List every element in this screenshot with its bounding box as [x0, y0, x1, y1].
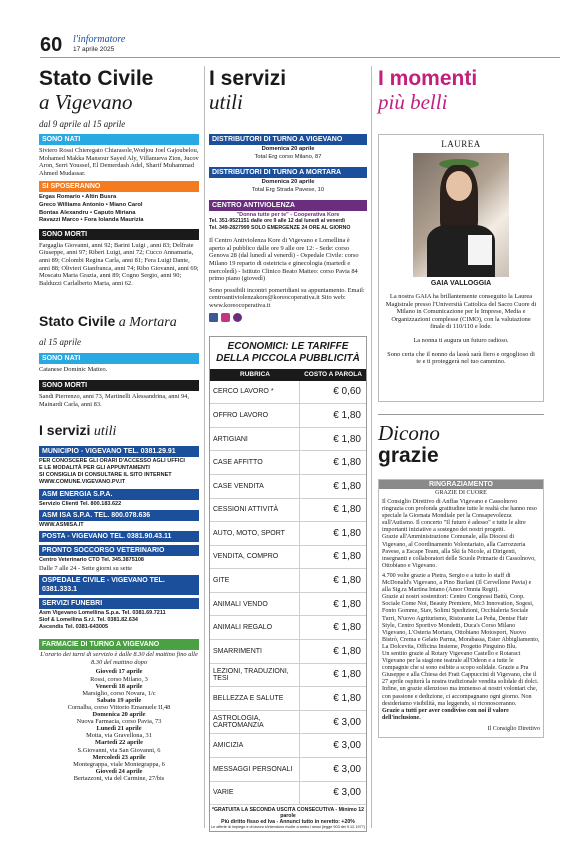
- tariffa-row: [210, 428, 366, 452]
- funebri-text: Asm Vigevano Lomellina S.p.a. Tel. 0381.69.7211 Siof & Lomellina S.r.l. Tel. 0381.82.634 Ascendis Tel. 0381-643005: [39, 610, 166, 631]
- farmacia-address: Rossi, corso Milano, 3: [90, 675, 148, 683]
- farmacia-day: Domenica 20 aprile: [92, 711, 146, 719]
- farmacie-header: FARMACIE DI TURNO A VIGEVANO: [39, 639, 199, 650]
- mortara-title: Stato Civile a Mortara: [39, 313, 177, 331]
- antiviolenza-sub: "Donna tutte per te" - Cooperativa Kore: [236, 212, 340, 219]
- ringraziamento-box: [378, 479, 544, 738]
- column-divider: [371, 66, 372, 828]
- tariffe-rows: [210, 381, 366, 806]
- farmacia-address: S.Giovanni, via San Giovanni, 6: [77, 746, 161, 754]
- farmacia-entry: [39, 739, 199, 753]
- distributori-mortara-text: Domenica 20 aprile Total Erg Strada Pavese, 10: [251, 179, 325, 193]
- municipio-header: MUNICIPIO - VIGEVANO TEL. 0381.29.91: [39, 446, 199, 457]
- tariffa-price: € 1,80: [333, 504, 361, 516]
- farmacia-day: Lunedì 21 aprile: [96, 725, 142, 733]
- farmacia-address: Bertazzoni, via del Carmine, 27/bis: [73, 774, 165, 782]
- laurea-text-2: La nonna ti augura un futuro radioso.: [413, 336, 509, 344]
- tariffe-box: [209, 336, 367, 833]
- distributori-vigevano-text: Domenica 20 aprile Total Erg corso Milano, 87: [254, 146, 322, 160]
- farmacia-entry: [39, 725, 199, 739]
- tariffa-category: CASE VENDITA: [210, 475, 300, 498]
- ringraziamento-body: Il Consiglio Direttivo di Anffas Vigevano e Cassolnovo ringrazia con profonda gratitudine tutte le realtà che hanno reso speciale la Giornata Mondiale per la Consapevolezza sull'Autismo. Il concerto "Il futuro è adesso" e tutte le altre importanti iniziative a sostegno dei nostri progetti. Grazie all'Amministrazione Comunale, alla Diocesi di Vigevano, al Coordinamento Volontariato, alla Carrozzeria Pavese, a Escape Team, alla Ski fa Nicole, ai Dirigenti, insegnanti e collaboratori delle Scuole Primarie di Cassolnovo, Ottobiano e Vigevano. 4.700 volte grazie a Pietra, Sergio e a tutto lo staff di McDonald's Vigevano, a Pino Burlani (Il Cervellone Pavia) e alla Sig.ra Martina Intano (Amor Omnia Regit). Grazie ai nostri sostenitori: Centro Congressi Battù, Coop. Sociale Come Noi, Beauty Premiere, Mc3 Innovation, Sogesi, Fonto Gomme, Siav, Solimi Spedizioni, Occhialeria Sociale Turri, N'uovo Agriturismo, Ristorante La Peña, Denise Hair Style, Centro Sportivo Mondetti, Duca's Corso Milano Vigevano, L'Osteria Mortara, Ottobiano Motosport, Nuovo Bistrò, Crema e Gelato Parma, Morabassa, Ester Abbigliamento, La Dolcevita, Officina Insieme, Progetto Pinguino Blu. Un sentito grazie al Rotary Vigevano Castello e Rotaract Vigevano per la stagione teatrale all'Odeon e a tutte le compagnie che si sono esibite a scopo solidale. Grazie a Pra Giuseppe e alla Chiesa dei Frati Cappuccini di Vigevano, che il 27 aprile ospiterà la nostra tradizionale vendita solidale di dolci. Infine, un grazie silenzioso ma immenso ai nostri volontari che, con passione e dedizione, ci accompagnano ogni giorno. Non desideriamo visibilità, ma leggendo, si riconosceranno. Grazie a tutti per aver condiviso con noi il valore dell'inclusione. Il Consiglio Direttivo: [382, 499, 540, 732]
- farmacia-entry: [39, 697, 199, 711]
- servizi-title: I servizi utili: [39, 422, 117, 440]
- ospedale-header: OSPEDALE CIVILE - VIGEVANO TEL. 0381.333.1: [39, 575, 199, 595]
- farmacia-address: Motta, via Gravellona, 31: [86, 732, 152, 740]
- tariffa-row: [210, 782, 366, 806]
- tariffa-row: [210, 616, 366, 640]
- distributori-mortara-header: DISTRIBUTORI DI TURNO A MORTARA: [209, 167, 367, 178]
- photo-caption: GAIA VALLOGGIA: [430, 280, 492, 287]
- farmacia-day: Venerdì 18 aprile: [95, 682, 143, 690]
- column-servizi: [209, 68, 367, 832]
- tariffa-category: VENDITA, COMPRO: [210, 546, 300, 569]
- sono-nati-header: SONO NATI: [39, 134, 199, 145]
- tariffa-category: ANIMALI REGALO: [210, 616, 300, 639]
- laurea-box: [378, 134, 544, 402]
- graduate-photo: [413, 153, 509, 277]
- tariffa-category: CASE AFFITTO: [210, 451, 300, 474]
- sono-morti-text: Fargaglia Giovanni, anni 92; Barini Luigi , anni 83; Delfrate Giuseppe, anni 97; Riberi Luigi, anni 72; Cucco Annamaria, anni 89; Colombi Regina Carla, anni 81; Fera Luigi Dante, anni 88; Olivieri Gianfranca, anni 74; Ribo Giovanni, anni 69; Moscatu Maria Grazia, anni 89; Cogno Sergio, anni 90; Balduzzi Carlalberto Maria, anni 62.: [39, 241, 199, 287]
- antiviolenza-body: Il Centro Antiviolenza Kore di Vigevano e Lomellina è aperto al pubblico dalle ore 9 alle ore 12: - Sede: corso Genova 28 (dal lunedì al venerdì) - Ospedale Civile: corso Milano 19 reparto di ostetricia e ginecologia (martedì e mercoledì) - Istituto Clinico Beato Matteo: corso Pavia 84 primo piano (giovedì): [209, 237, 359, 283]
- tariffa-row: [210, 569, 366, 593]
- tariffe-note-2: Più diritto fisso ed Iva - Annunci tutto in neretto: +20%: [221, 819, 355, 826]
- tariffe-note-3: Le offerte di impiego e di lavoro s'intendono rivolte a ambo i sessi (legge 903 del 9.12.1977): [210, 825, 366, 830]
- tariffa-category: ARTIGIANI: [210, 428, 300, 451]
- section-subtitle: utili: [209, 90, 243, 114]
- pronto-soccorso-text: Centro Veterinario CTO Tel. 345.3875108 Dalle 7 alle 24 - Sette giorni su sette: [39, 557, 144, 572]
- sposeranno-list: Ergas Romario • Altin Busra Greco Williams Antonio • Miano Carol Bontas Alexandru • Caputo Miriana Ravazzi Marco • Fora Iolanda Maurizia: [39, 194, 144, 224]
- farmacia-day: Martedì 22 aprile: [95, 739, 143, 747]
- diploma-shape: [468, 235, 492, 265]
- dicono-title: Dicono: [378, 421, 440, 445]
- tariffa-price: € 1,80: [333, 527, 361, 539]
- tariffa-row: [210, 475, 366, 499]
- farmacie-intro: L'orario dei turni di servizio è dalle 8.30 del mattino fino alle 8.30 del mattino dopo: [40, 651, 198, 666]
- asm-energia-header: ASM ENERGIA S.P.A.: [39, 489, 199, 500]
- tariffa-price: € 1,80: [333, 409, 361, 421]
- tariffa-row: [210, 664, 366, 688]
- tariffa-row: [210, 499, 366, 523]
- farmacia-day: Giovedì 17 aprile: [95, 668, 143, 676]
- antiviolenza-header: CENTRO ANTIVIOLENZA: [209, 200, 367, 211]
- tariffa-category: LEZIONI, TRADUZIONI, TESI: [210, 664, 300, 687]
- farmacia-entry: [39, 683, 199, 697]
- farmacia-day: Giovedì 24 aprile: [95, 767, 143, 775]
- tariffe-title: ECONOMICI: LE TARIFFE DELLA PICCOLA PUBBLICITÀ: [216, 340, 360, 364]
- sposeranno-header: SI SPOSERANNO: [39, 181, 199, 192]
- column-divider: [204, 66, 205, 828]
- column-stato-civile: [39, 68, 199, 782]
- tariffa-price: € 1,80: [333, 480, 361, 492]
- dicono-divider: [378, 414, 544, 415]
- tariffa-category: MESSAGGI PERSONALI: [210, 758, 300, 781]
- sono-morti-header: SONO MORTI: [39, 229, 199, 240]
- sono-nati-text: Siviero Rossi Chieregato Chiarasole,Wodjou Joel Gajoubelou, Mohamed Makka Mansour Sayed Aly, Villanueva Zion, Jucov Aron, Serri Youssef, El Demerdash Adel, Sharif Muhammad Ahmed Mudassar.: [39, 147, 199, 177]
- mortara-morti-header: SONO MORTI: [39, 380, 199, 391]
- web-icon[interactable]: [233, 313, 242, 322]
- tariffa-price: € 1,80: [333, 598, 361, 610]
- laurea-label: LAUREA: [441, 139, 481, 149]
- tariffa-category: OFFRO LAVORO: [210, 404, 300, 427]
- tariffa-category: GITE: [210, 569, 300, 592]
- tariffa-row: [210, 640, 366, 664]
- farmacia-entry: [39, 768, 199, 782]
- page-number: 60: [40, 34, 63, 56]
- tariffa-price: € 3,00: [333, 740, 361, 752]
- farmacia-entry: [39, 754, 199, 768]
- tariffa-category: ASTROLOGIA, CARTOMANZIA: [210, 711, 300, 734]
- funebri-header: SERVIZI FUNEBRI: [39, 598, 199, 609]
- social-icons: [209, 313, 367, 322]
- tariffa-category: CERCO LAVORO *: [210, 381, 300, 404]
- laurea-text-3: Sono certa che il nonno da lassù sarà fiero e orgoglioso di te e ti proteggerà nel tuo cammino.: [387, 350, 535, 366]
- farmacie-list: [39, 668, 199, 782]
- tariffa-row: [210, 711, 366, 735]
- pronto-soccorso-header: PRONTO SOCCORSO VETERINARIO: [39, 545, 199, 556]
- facebook-icon[interactable]: [209, 313, 218, 322]
- tariffa-row: [210, 593, 366, 617]
- issue-date: 17 aprile 2025: [73, 46, 115, 53]
- tariffe-header: RUBRICA COSTO A PAROLA: [210, 369, 366, 381]
- tariffa-category: ANIMALI VENDO: [210, 593, 300, 616]
- antiviolenza-phones: Tel. 351-9521151 dalle ore 9 alle 12 dal lunedì al venerdì Tel. 349-2827999 SOLO EMERGENZE 24 ORE AL GIORNO: [209, 218, 351, 231]
- tariffa-row: [210, 546, 366, 570]
- tariffa-row: [210, 758, 366, 782]
- farmacia-address: Montegrappa, viale Montegrappa, 6: [73, 760, 165, 768]
- mortara-nati-text: Catanese Dominic Matteo.: [39, 366, 108, 374]
- mortara-period: al 15 aprile: [39, 337, 81, 348]
- section-subtitle: a Vigevano: [39, 90, 133, 114]
- tariffa-row: [210, 734, 366, 758]
- column-momenti: [378, 68, 544, 738]
- tariffa-price: € 3,00: [333, 787, 361, 799]
- tariffa-row: [210, 451, 366, 475]
- instagram-icon[interactable]: [221, 313, 230, 322]
- asm-isa-text: WWW.ASMISA.IT: [39, 522, 84, 529]
- farmacia-day: Sabato 19 aprile: [96, 696, 142, 704]
- distributori-vigevano-header: DISTRIBUTORI DI TURNO A VIGEVANO: [209, 134, 367, 145]
- ringraziamento-header: RINGRAZIAMENTO: [379, 480, 543, 489]
- section-subtitle: più belli: [378, 90, 448, 114]
- tariffa-category: SMARRIMENTI: [210, 640, 300, 663]
- tariffa-price: € 1,80: [333, 551, 361, 563]
- page-header: [40, 32, 560, 58]
- tariffa-category: VARIE: [210, 782, 300, 805]
- tariffa-category: CESSIONI ATTIVITÀ: [210, 499, 300, 522]
- tariffa-price: € 1,80: [333, 693, 361, 705]
- asm-energia-text: Servizio Clienti Tel. 800.183.622: [39, 501, 122, 508]
- section-title: I servizi: [209, 67, 287, 90]
- ringraziamento-sub: GRAZIE DI CUORE: [435, 490, 487, 496]
- tariffa-row: [210, 404, 366, 428]
- tariffa-category: AUTO, MOTO, SPORT: [210, 522, 300, 545]
- farmacia-day: Mercoledì 23 aprile: [92, 753, 146, 761]
- tariffa-price: € 1,80: [333, 622, 361, 634]
- farmacia-address: Cornalba, corso Vittorio Emanuele II,48: [67, 703, 171, 711]
- masthead: l'informatore: [73, 34, 126, 45]
- tariffa-row: [210, 687, 366, 711]
- tariffa-price: € 1,80: [333, 645, 361, 657]
- tariffa-price: € 1,80: [333, 575, 361, 587]
- laurea-text: La nostra GAIA ha brillantemente conseguito la Laurea Magistrale presso l'Università Cattolica del Sacro Cuore di Milano in Comunicazione per le Imprese, Media e Organizzazioni complesse (CIMO), con la valutazione finale di 110/110 e lode.: [385, 293, 537, 331]
- tariffa-category: AMICIZIA: [210, 734, 300, 757]
- period: dal 9 aprile al 15 aprile: [39, 119, 126, 129]
- mortara-nati-header: SONO NATI: [39, 353, 199, 364]
- tariffa-price: € 3,00: [333, 763, 361, 775]
- posta-header: POSTA - VIGEVANO TEL. 0381.90.43.11: [39, 531, 199, 542]
- tariffa-price: € 0,60: [333, 386, 361, 398]
- farmacia-address: Nuova Farmacia, corso Pavia, 73: [76, 718, 162, 726]
- tariffe-note: *GRATUITA LA SECONDA USCITA CONSECUTIVA - Minimo 12 parole: [212, 807, 364, 820]
- tariffa-price: € 1,80: [333, 457, 361, 469]
- farmacia-entry: [39, 668, 199, 682]
- tariffa-price: € 1,80: [333, 433, 361, 445]
- farmacia-address: Marsiglio, corso Novara, 1/c: [82, 689, 156, 697]
- antiviolenza-contacts: Sono possibili incontri pomeridiani su appuntamento. Email: centroantiviolenzakore@koreocoperativa.it Sito web: www.koreocoperativa.it: [209, 286, 365, 309]
- farmacia-entry: [39, 711, 199, 725]
- section-title: Stato Civile: [39, 67, 154, 90]
- asm-isa-header: ASM ISA S.P.A. TEL. 800.078.636: [39, 510, 199, 521]
- municipio-text: PER CONOSCERE GLI ORARI D'ACCESSO AGLI UFFICI E LE MODALITÀ PER GLI APPUNTAMENTI SI CONSIGLIA DI CONSULTARE IL SITO INTERNET WWW.COMUNE.VIGEVANO.PV.IT: [39, 458, 185, 486]
- tariffa-price: € 1,80: [333, 669, 361, 681]
- tariffa-row: [210, 381, 366, 405]
- section-title: I momenti: [378, 67, 478, 90]
- grazie-title: grazie: [378, 444, 439, 467]
- tariffa-category: BELLEZZA E SALUTE: [210, 687, 300, 710]
- tariffa-row: [210, 522, 366, 546]
- tariffa-price: € 3,00: [333, 716, 361, 728]
- face-shape: [446, 171, 472, 201]
- mortara-morti-text: Sandi Pierrenzo, anni 73, Martinelli Alessandrina, anni 94, Mainardi Carla, anni 83.: [39, 392, 189, 408]
